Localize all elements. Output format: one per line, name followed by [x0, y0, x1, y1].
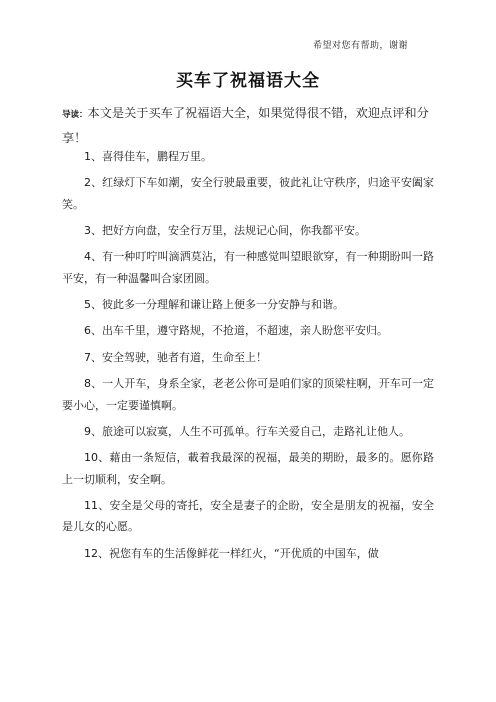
list-item: 5、彼此多一分理解和谦让路上便多一分安静与和谐。 [84, 298, 344, 312]
intro-label: 导读： [62, 110, 88, 120]
list-item: 2、红绿灯下车如潮，安全行驶最重要，彼此礼让守秩序，归途平安阖家笑。 [62, 176, 434, 211]
list-item: 9、旅途可以寂寞，人生不可孤单。行车关爱自己，走路礼让他人。 [84, 424, 410, 438]
list-item: 6、出车千里，遵守路规，不抢道，不超速，亲人盼您平安归。 [84, 324, 388, 338]
list-item: 4、有一种叮咛叫滴洒莫沾，有一种感觉叫望眼欲穿，有一种期盼叫一路平安，有一种温馨叫合家团圆。 [62, 250, 434, 285]
list-item: 10、藉由一条短信，載着我最深的祝福，最美的期盼，最多的。愿你路上一切顺利，安全啊。 [62, 451, 434, 486]
page-title: 买车了祝福语大全 [176, 71, 320, 91]
list-item: 7、安全驾驶，驰者有道，生命至上！ [84, 350, 267, 364]
list-item: 11、安全是父母的寄托，安全是妻子的企盼，安全是朋友的祝福，安全是儿女的心愿。 [62, 498, 434, 534]
blessing-list [62, 146, 434, 569]
list-item: 12、祝您有车的生活像鲜花一样红火，“开优质的中国车，做 [84, 546, 379, 560]
intro-text: 本文是关于买车了祝福语大全，如果觉得很不错，欢迎点评和分享！ [62, 106, 429, 145]
list-item: 1、喜得佳车，鹏程万里。 [84, 150, 212, 163]
list-item: 3、把好方向盘，安全行万里，法规记心间，你我都平安。 [84, 224, 366, 238]
intro-paragraph [62, 102, 434, 150]
header-note: 希望对您有帮助，谢谢 [312, 41, 408, 51]
list-item: 8、一人开车，身系全家，老老公你可是咱们家的顶梁柱啊，开车可一定要小心，一定要谨慎啊。 [62, 377, 434, 412]
